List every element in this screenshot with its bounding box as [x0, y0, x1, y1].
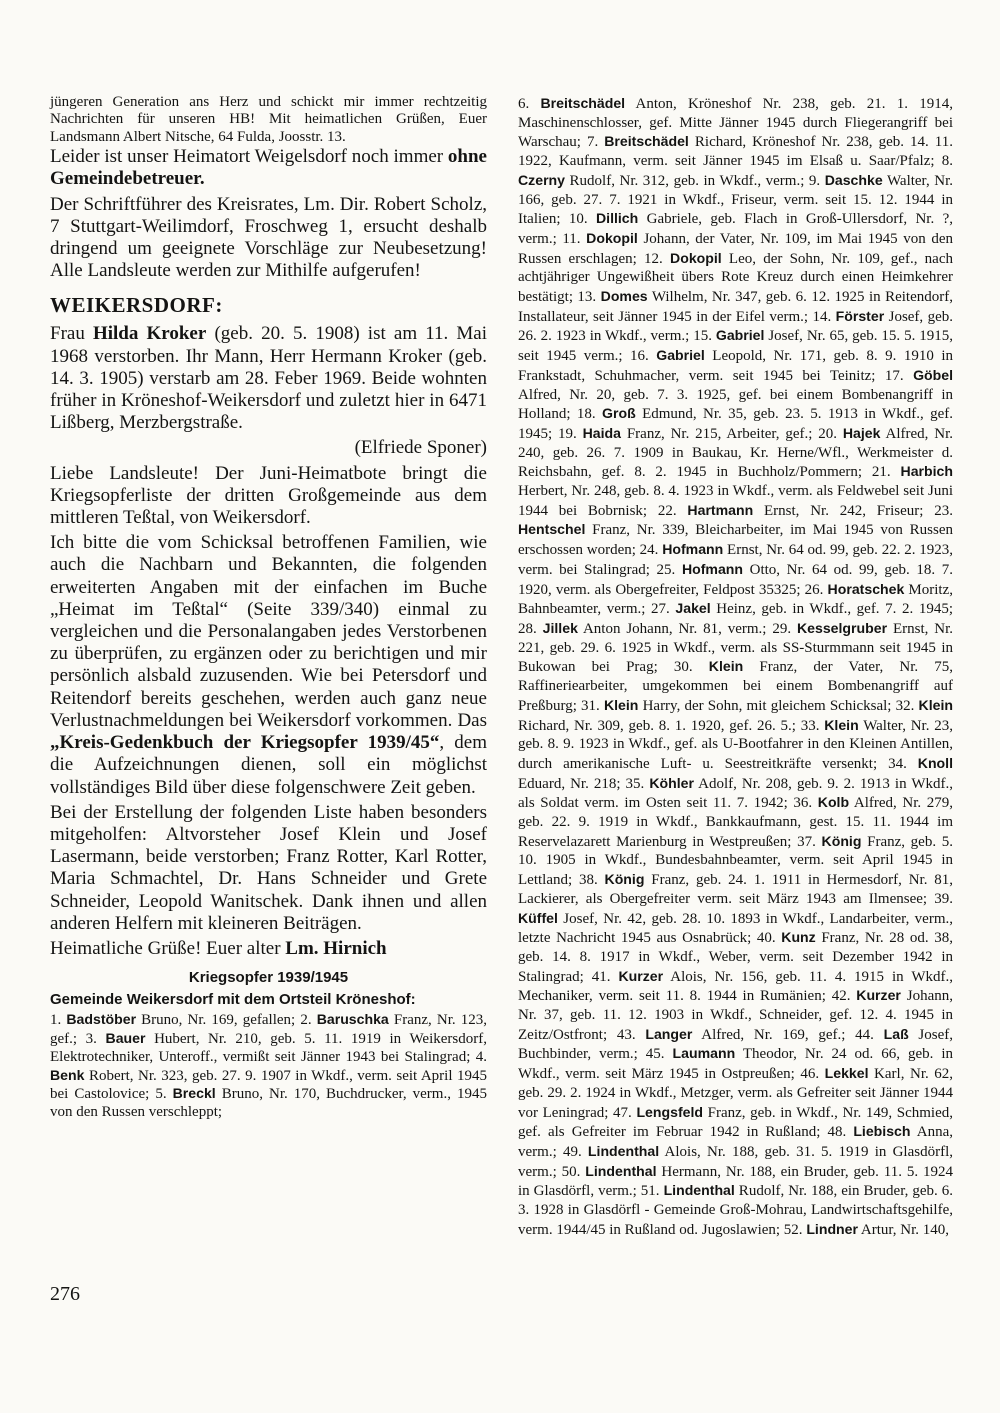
- bold-name: Laumann: [672, 1045, 736, 1062]
- bold-name: Kunz: [781, 929, 816, 946]
- text-run: Josef, geb. 26. 2. 1923 in Wkdf., verm.; 15.: [518, 308, 953, 345]
- text-run: Theodor, Nr. 24 od. 66, geb. in Wkdf., verm. seit März 1945 in Ostpreußen; 46.: [518, 1046, 953, 1083]
- casualty-entries-1-5: [50, 1011, 487, 1122]
- text-run: Alfred, Nr. 240, geb. 26. 7. 1909 in Baukau, Kr. Herne/Wfl., Werkmeister d. Reichsbahn, gef. 8. 2. 1945 in Buchholz/Pommern; 21.: [518, 425, 953, 481]
- caretaker-vacancy-note: [50, 146, 487, 190]
- text-run: Franz, Nr. 28 od. 38, geb. 14. 8. 1917 in Wkdf., Weber, verm. seit Dezember 1942 in Stalingrad; 41.: [518, 930, 953, 985]
- bold-name: Hentschel: [518, 521, 586, 538]
- bold-name: Harbich: [900, 463, 953, 480]
- text-run: Alfred, Nr. 169, gef.; 44.: [692, 1026, 884, 1043]
- bold-name: Hajek: [842, 424, 881, 441]
- text-run: Walter, Nr. 166, geb. 27. 7. 1921 in Wkdf., Friseur, verm. seit 15. 12. 1944 in Italien; 10.: [518, 172, 953, 228]
- bold-name: Liebisch: [853, 1123, 911, 1140]
- text-run: Wilhelm, Nr. 347, geb. 6. 12. 1925 in Reitendorf, Installateur, seit Jänner 1945 in der Eifel verm.; 14.: [518, 289, 953, 325]
- juni-heimatbote-note: [50, 463, 487, 530]
- text-run: Gabriele, geb. Flach in Groß-Ullersdorf, Nr. ?, verm.; 11.: [518, 211, 953, 247]
- text-run: Ernst, Nr. 221, geb. 29. 6. 1925 in Wkdf., verm. als SS-Sturmmann seit 1945 in Bukowan bei Prag; 30.: [518, 620, 954, 676]
- kroker-obituary: [50, 323, 487, 434]
- verification-request: [50, 532, 487, 798]
- text-run: Rudolf, Nr. 188, ein Bruder, geb. 6. 3. 1928 in Glasdörfl - Gemeinde Groß-Mohrau, Landwirtschaftsgehilfe, verm. 1944/45 in Rußland od. Jugoslawien; 52.: [518, 1183, 954, 1238]
- right-column: [518, 94, 953, 1239]
- bold-name: Dokopil: [586, 229, 638, 246]
- bold-name: Köhler: [649, 774, 694, 791]
- bold-name: Kolb: [817, 794, 850, 811]
- bold-name: Laß: [883, 1025, 909, 1042]
- bold-name: Gabriel: [656, 347, 705, 364]
- bold-name: Lindner: [806, 1220, 858, 1237]
- text-run: Der Schriftführer des Kreisrates, Lm. Dir. Robert Scholz, 7 Stuttgart-Weilimdorf, Froschweg 1, ersucht deshalb dringend um geeignete Vorschläge zur Neubesetzung! Alle Landsleute werden zur Mithilfe aufgerufen!: [50, 193, 487, 282]
- bold-name: Kesselgruber: [796, 619, 888, 636]
- bold-name: Küffel: [518, 909, 558, 926]
- bold-name: Dokopil: [670, 249, 722, 266]
- bold-name: Lindenthal: [587, 1142, 660, 1159]
- text-run: Hermann, Nr. 188, ein Bruder, geb. 11. 5. 1924 in Glasdörfl, verm.; 51.: [518, 1163, 953, 1200]
- casualty-entries-6-52: [518, 94, 953, 1239]
- text-run: Walter, Nr. 23, geb. 8. 9. 1923 in Wkdf., gef. als U-Bootfahrer in den Kleinen Antillen, durch amerikanische Luft- u. Seestreitkräfte versenkt; 34.: [518, 717, 953, 772]
- secretary-appeal: [50, 194, 487, 283]
- text-run: Hubert, Nr. 210, geb. 5. 11. 1919 in Weikersdorf, Elektrotechniker, Unteroff., vermißt seit Jänner 1943 bei Stalingrad; 4.: [50, 1030, 487, 1065]
- text-run: Rudolf, Nr. 312, geb. in Wkdf., verm.; 9.: [565, 172, 825, 189]
- bold-name: Lengsfeld: [636, 1103, 703, 1120]
- text-run: Franz, geb. 24. 1. 1911 in Hermesdorf, Nr. 81, Lackierer, als Obergefreiter verm. seit März 1943 am Ilmensee; 39.: [518, 872, 953, 907]
- text-run: Leider ist unser Heimatort Weigelsdorf noch immer: [50, 146, 448, 168]
- bold-name: Gabriel: [715, 327, 765, 344]
- bold-name: Kurzer: [618, 967, 664, 984]
- text-run: Franz, Nr. 215, Arbeiter, gef.; 20.: [620, 425, 843, 442]
- text-run: Kriegsopfer 1939/1945: [188, 969, 349, 987]
- bold-name: Langer: [645, 1025, 693, 1042]
- bold-name: Breckl: [172, 1085, 216, 1102]
- text-run: Alois, Nr. 188, geb. 31. 5. 1919 in Glasdörfl, verm.; 50.: [518, 1143, 953, 1180]
- text-run: WEIKERSDORF:: [50, 293, 223, 318]
- bold-name: Lekkel: [824, 1065, 869, 1082]
- greeting-signature: [50, 938, 487, 960]
- page-number: 276: [50, 1283, 80, 1305]
- text-run: Heimatliche Grüße! Euer alter: [50, 937, 286, 959]
- text-run: , dem die Aufzeichnungen dienen, soll ein möglichst vollständiges Bild über diese folgenschwere Zeit geben.: [50, 732, 487, 798]
- text-run: Ernst, Nr. 64 od. 99, geb. 22. 2. 1923, verm. bei Stalingrad; 25.: [518, 542, 953, 578]
- bold-name: Dillich: [595, 210, 639, 227]
- text-run: Herbert, Nr. 248, geb. 8. 4. 1923 in Wkdf., verm. als Feldwebel seit Juni 1944 bei Bobrnisk; 22.: [518, 483, 953, 519]
- text-run: Eduard, Nr. 218; 35.: [518, 775, 650, 792]
- bold-name: Domes: [600, 288, 648, 305]
- bold-name: Klein: [708, 658, 744, 675]
- text-run: Gemeinde Weikersdorf mit dem Ortsteil Kröneshof:: [50, 990, 416, 1008]
- bold-name: Hilda Kroker: [92, 323, 207, 345]
- text-run: Leopold, Nr. 171, geb. 8. 9. 1910 in Frankstadt, Schuhmacher, verm. seit 1945 bei Teinitz; 17.: [518, 348, 953, 384]
- bold-name: Bauer: [105, 1029, 146, 1046]
- gemeinde-subtitle: [50, 991, 487, 1010]
- bold-name: Knoll: [917, 754, 953, 771]
- bold-name: Hofmann: [662, 541, 724, 558]
- bold-name: Jillek: [542, 619, 578, 636]
- text-run: Edmund, Nr. 35, geb. 23. 5. 1913 in Wkdf., gef. 1945; 19.: [518, 406, 953, 442]
- bold-name: König: [821, 832, 862, 849]
- text-run: 1.: [50, 1012, 67, 1029]
- text-run: Josef, Buchbinder, verm.; 45.: [518, 1026, 953, 1063]
- text-run: Frau: [50, 323, 93, 345]
- continued-letter-closing: [50, 94, 487, 146]
- text-run: Adolf, Nr. 208, geb. 9. 2. 1913 in Wkdf., als Soldat verm. im Osten seit 11. 7. 1942; 36.: [518, 775, 954, 812]
- bold-name: Haida: [582, 424, 621, 441]
- text-run: Richard, Nr. 309, geb. 8. 1. 1920, gef. 26. 5.; 33.: [518, 717, 825, 734]
- bold-name: Lm. Hirnich: [285, 937, 387, 959]
- text-run: Franz, geb. 5. 10. 1905 in Wkdf., Bundesbahnbeamter, verm. seit April 1945 in Lettland; 38.: [518, 833, 953, 889]
- text-run: Alfred, Nr. 279, geb. 22. 9. 1919 in Wkdf., Bankkaufmann, gest. 15. 11. 1944 im Reservelazarett Marienburg in Westpreußen; 37.: [518, 795, 953, 850]
- text-run: Josef, Nr. 65, geb. 15. 5. 1915, seit 1945 verm.; 16.: [518, 328, 953, 365]
- text-run: Anton, Kröneshof Nr. 238, geb. 21. 1. 1914, Maschinenschlosser, gef. Mitte Jänner 1945 durch Fliegerangriff bei Warschau; 7.: [518, 96, 953, 151]
- text-run: Anna, verm.; 49.: [518, 1124, 953, 1160]
- text-run: Artur, Nr. 140,: [858, 1221, 950, 1238]
- text-run: Anton Johann, Nr. 81, verm.; 29.: [577, 620, 797, 637]
- text-run: Ich bitte die vom Schicksal betroffenen Familien, wie auch die Nachbarn und Bekannten, die folgenden erweiterten Angaben mit der einfachen im Buche „Heimat im Teßtal“ (Seite 339/340) einmal zu vergleichen und die Personalangaben jedes Verstorbenen zu überprüfen, zu ergänzen oder zu berichtigen und mir persönlich alsbald zuzusenden. Wie bei Petersdorf und Reitendorf bereits geschehen, werden auch ganz neue Verlustnachmeldungen bei Weikersdorf vorkommen. Das: [50, 532, 487, 731]
- bold-name: Benk: [50, 1066, 85, 1083]
- bold-name: Badstöber: [66, 1011, 137, 1028]
- kriegsopfer-title: [50, 969, 487, 988]
- text-run: Johann, der Vater, Nr. 109, im Mai 1945 von den Russen erschlagen; 12.: [518, 230, 953, 267]
- bold-name: Förster: [835, 307, 885, 324]
- text-run: (Elfriede Sponer): [354, 437, 487, 459]
- bold-name: Breitschädel: [540, 95, 626, 111]
- text-run: Liebe Landsleute! Der Juni-Heimatbote bringt die Kriegsopferliste der dritten Großgemeinde aus dem mittleren Teßtal, von Weikersdorf.: [50, 462, 487, 529]
- text-run: Karl, Nr. 62, geb. 29. 2. 1924 in Wkdf., Metzger, verm. als Gefreiter seit Jänner 1944 vor Leningrad; 47.: [518, 1066, 954, 1121]
- bold-name: Klein: [824, 716, 859, 733]
- text-run: Moritz, Bahnbeamter, verm.; 27.: [518, 581, 954, 618]
- text-run: Johann, Nr. 37, geb. 11. 12. 1903 in Wkdf., Schneider, gef. 12. 4. 1945 in Zeitz/Ostfront; 43.: [518, 988, 953, 1043]
- bold-name: Jakel: [675, 600, 711, 617]
- text-run: (geb. 20. 5. 1908) ist am 11. Mai 1968 verstorben. Ihr Mann, Herr Hermann Kroker (geb. 14. 3. 1905) verstarb am 28. Feber 1969. Beide wohnten früher in Kröneshof-Weikersdorf und zuletzt hier in 6471 Lißberg, Merzbergstraße.: [50, 323, 488, 434]
- sponer-signature: [50, 437, 487, 459]
- text-run: Richard, Kröneshof Nr. 238, geb. 14. 11. 1922, Kaufmann, verm. seit Jänner 1945 im Elsaß u. Saar/Pfalz; 8.: [518, 134, 953, 170]
- helpers-acknowledgement: [50, 802, 487, 935]
- bold-name: „Kreis-Gedenkbuch der Kriegsopfer 1939/45“: [50, 732, 440, 754]
- bold-name: Daschke: [824, 171, 883, 188]
- bold-name: Baruschka: [316, 1011, 389, 1028]
- text-run: Franz, der Vater, Nr. 75, Raffineriearbeiter, umgekommen bei einem Bombenangriff auf Preßburg; 31.: [518, 659, 954, 714]
- text-run: Bei der Erstellung der folgenden Liste haben besonders mitgeholfen: Altvorsteher Josef Klein und Josef Lasermann, beide verstorben; Franz Rotter, Karl Rotter, Maria Schmachtel, Dr. Hans Schneider und Grete Schneider, Leopold Wanitschek. Dank ihnen und allen anderen Helfern mit kleineren Beiträgen.: [50, 801, 487, 934]
- text-run: 6.: [518, 96, 541, 112]
- two-column-layout: [50, 94, 1000, 1239]
- text-run: Otto, Nr. 64 od. 99, geb. 18. 7. 1920, verm. als Obergefreiter, Feldpost 35325; 26.: [518, 561, 954, 598]
- left-column: [50, 94, 487, 1239]
- text-run: Heinz, geb. in Wkdf., gef. 7. 2. 1945; 28.: [518, 601, 954, 637]
- text-run: Robert, Nr. 323, geb. 27. 9. 1907 in Wkdf., verm. seit April 1945 bei Castolovice; 5.: [50, 1067, 487, 1103]
- text-run: Alois, Nr. 156, geb. 11. 4. 1915 in Wkdf., Mechaniker, verm. seit 11. 8. 1944 in Rumänien; 42.: [518, 968, 954, 1005]
- bold-name: Groß: [602, 405, 636, 422]
- text-run: Franz, Nr. 339, Bleicharbeiter, im Mai 1945 von Russen erschossen worden; 24.: [518, 522, 953, 559]
- weikersdorf-heading: [50, 293, 487, 317]
- bold-name: Breitschädel: [604, 133, 689, 150]
- text-run: jüngeren Generation ans Herz und schickt mir immer rechtzeitig Nachrichten für unseren HB! Mit heimatlichen Grüßen, Euer Landsmann Albert Nitsche, 64 Fulda, Joosstr. 13.: [50, 94, 487, 145]
- text-run: Harry, der Sohn, mit gleichem Schicksal; 32.: [638, 697, 919, 714]
- bold-name: König: [604, 871, 645, 888]
- bold-name: Klein: [603, 696, 639, 713]
- bold-name: Klein: [918, 696, 954, 713]
- text-run: Franz, Nr. 123, gef.; 3.: [50, 1012, 487, 1047]
- text-run: Bruno, Nr. 169, gefallen; 2.: [136, 1012, 317, 1029]
- text-run: Alfred, Nr. 20, geb. 7. 3. 1925, gef. bei einem Bombenangriff in Holland; 18.: [518, 386, 953, 423]
- bold-name: Lindenthal: [663, 1182, 735, 1199]
- bold-name: Göbel: [913, 366, 953, 383]
- text-run: Ernst, Nr. 242, Friseur; 23.: [753, 502, 954, 519]
- bold-name: Hartmann: [687, 501, 754, 518]
- bold-name: Kurzer: [856, 987, 901, 1004]
- text-run: Franz, geb. in Wkdf., Nr. 149, Schmied, gef. als Gefreiter im Februar 1942 in Rußland; 48.: [518, 1104, 953, 1141]
- text-run: Josef, Nr. 42, geb. 28. 10. 1893 in Wkdf., Landarbeiter, verm., letzte Nachricht 1945 aus Osnabrück; 40.: [518, 910, 953, 947]
- bold-name: Horatschek: [827, 580, 905, 597]
- text-run: Bruno, Nr. 170, Buchdrucker, verm., 1945 von den Russen verschleppt;: [50, 1086, 487, 1121]
- text-run: Leo, der Sohn, Nr. 109, gef., nach achtjähriger Ungewißheit übers Rote Kreuz durch einen Heimkehrer bestätigt; 13.: [518, 250, 953, 306]
- bold-name: ohne Gemeindebetreuer.: [50, 146, 487, 190]
- bold-name: Czerny: [518, 171, 565, 188]
- bold-name: Hofmann: [681, 560, 744, 577]
- bold-name: Lindenthal: [585, 1162, 657, 1179]
